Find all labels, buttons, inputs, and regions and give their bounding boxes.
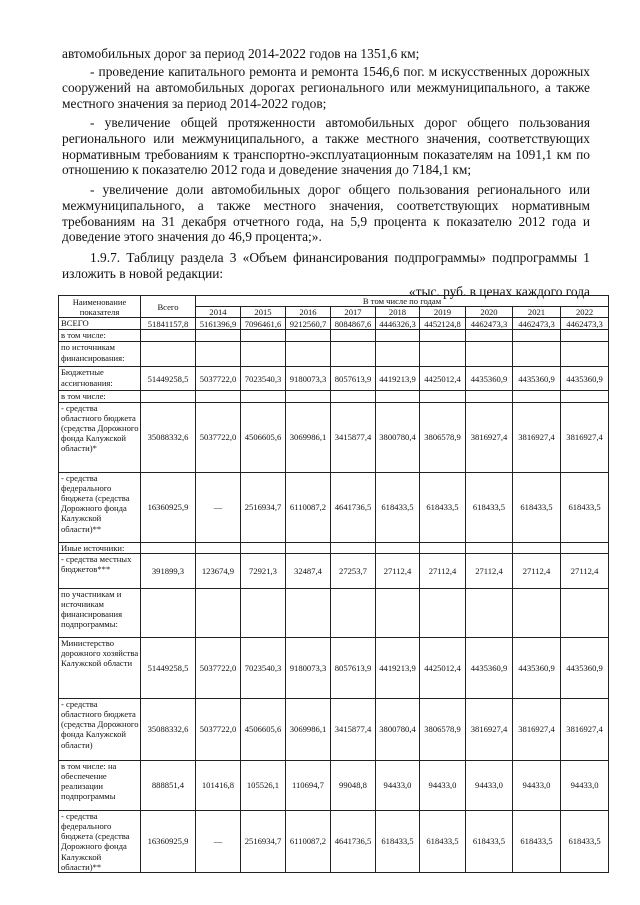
row-year-value: 9180073,3 xyxy=(286,637,331,698)
row-year-value xyxy=(286,391,331,402)
row-year-value: 27112,4 xyxy=(376,553,420,588)
row-year-value xyxy=(513,330,561,342)
row-year-value: 27112,4 xyxy=(513,553,561,588)
row-year-value: 618433,5 xyxy=(420,810,466,872)
row-year-value: — xyxy=(196,472,241,542)
row-year-value: 5037722,0 xyxy=(196,367,241,391)
table-row xyxy=(59,402,609,472)
row-year-value: 3415877,4 xyxy=(331,402,376,472)
table-row xyxy=(59,698,609,760)
paragraph-bridge-repair: - проведение капитального ремонта и ремонта 1546,6 пог. м искусственных дорожных сооружений на автомобильных дорогах регионального или межмуниципального, а также местного значения за период 2014-2022 годов; xyxy=(62,64,590,111)
row-year-value xyxy=(376,330,420,342)
header-year: 2020 xyxy=(466,307,513,318)
row-year-value: 618433,5 xyxy=(513,472,561,542)
row-year-value: 3069986,1 xyxy=(286,698,331,760)
row-year-value: 5037722,0 xyxy=(196,637,241,698)
row-year-value xyxy=(331,391,376,402)
row-year-value: 4419213,9 xyxy=(376,367,420,391)
row-year-value xyxy=(561,588,609,637)
row-year-value: 94433,0 xyxy=(420,760,466,810)
row-year-value: 6110087,2 xyxy=(286,810,331,872)
row-year-value xyxy=(286,542,331,553)
row-year-value: 3800780,4 xyxy=(376,402,420,472)
row-year-value: 27112,4 xyxy=(466,553,513,588)
row-year-value: 3415877,4 xyxy=(331,698,376,760)
row-year-value: 123674,9 xyxy=(196,553,241,588)
row-year-value xyxy=(286,588,331,637)
row-year-value: 618433,5 xyxy=(561,472,609,542)
row-year-value: 105526,1 xyxy=(241,760,286,810)
row-year-value: 27253,7 xyxy=(331,553,376,588)
row-year-value: 618433,5 xyxy=(376,810,420,872)
row-total: 888851,4 xyxy=(141,760,196,810)
row-year-value: 3069986,1 xyxy=(286,402,331,472)
paragraph-road-length: автомобильных дорог за период 2014-2022 годов на 1351,6 км; xyxy=(62,46,420,61)
row-year-value: 5037722,0 xyxy=(196,402,241,472)
header-year: 2018 xyxy=(376,307,420,318)
row-total: 51449258,5 xyxy=(141,637,196,698)
row-year-value: 2516934,7 xyxy=(241,472,286,542)
header-year: 2017 xyxy=(331,307,376,318)
row-year-value xyxy=(241,342,286,367)
row-year-value: 4506605,6 xyxy=(241,402,286,472)
row-year-value xyxy=(466,588,513,637)
row-year-value: 618433,5 xyxy=(420,472,466,542)
row-year-value xyxy=(331,588,376,637)
row-year-value xyxy=(561,391,609,402)
row-year-value: 618433,5 xyxy=(466,472,513,542)
row-label: Иные источники: xyxy=(59,542,141,553)
row-year-value: 618433,5 xyxy=(376,472,420,542)
row-total xyxy=(141,588,196,637)
row-year-value: 4462473,3 xyxy=(561,318,609,330)
row-label: - средства федерального бюджета (средства Дорожного фонда Калужской области)** xyxy=(59,810,141,872)
row-year-value: 7023540,3 xyxy=(241,637,286,698)
row-label: ВСЕГО xyxy=(59,318,141,330)
row-year-value: 7023540,3 xyxy=(241,367,286,391)
row-year-value xyxy=(331,330,376,342)
row-year-value: 4435360,9 xyxy=(466,637,513,698)
row-year-value: 8057613,9 xyxy=(331,367,376,391)
row-year-value: 4425012,4 xyxy=(420,367,466,391)
header-year: 2016 xyxy=(286,307,331,318)
row-year-value xyxy=(561,330,609,342)
row-total: 391899,3 xyxy=(141,553,196,588)
row-year-value: 7096461,6 xyxy=(241,318,286,330)
row-year-value xyxy=(241,391,286,402)
row-year-value xyxy=(513,391,561,402)
row-total: 35088332,6 xyxy=(141,402,196,472)
row-year-value xyxy=(196,342,241,367)
row-year-value xyxy=(420,391,466,402)
row-year-value: 94433,0 xyxy=(466,760,513,810)
header-year: 2022 xyxy=(561,307,609,318)
table-row xyxy=(59,542,609,553)
row-year-value xyxy=(420,588,466,637)
row-year-value: 618433,5 xyxy=(561,810,609,872)
row-year-value: 9212560,7 xyxy=(286,318,331,330)
row-year-value xyxy=(196,330,241,342)
table-row xyxy=(59,342,609,367)
row-year-value: 3800780,4 xyxy=(376,698,420,760)
row-year-value xyxy=(513,542,561,553)
row-year-value: 4452124,8 xyxy=(420,318,466,330)
row-total: 16360925,9 xyxy=(141,810,196,872)
row-year-value: 3816927,4 xyxy=(513,402,561,472)
paragraph-normative-roads-share: - увеличение доли автомобильных дорог общего пользования регионального или межмуниципального, а также местного значения, соответствующих нормативным требованиям на 31 декабря отчетного года, на 5,9 процента к показателю 2012 года и доведение этого значения до 46,9 процента;». xyxy=(62,182,590,245)
table-row xyxy=(59,391,609,402)
row-year-value xyxy=(420,542,466,553)
row-year-value: 99048,8 xyxy=(331,760,376,810)
row-year-value: 94433,0 xyxy=(513,760,561,810)
row-year-value: 5161396,9 xyxy=(196,318,241,330)
table-row xyxy=(59,330,609,342)
table-row xyxy=(59,810,609,872)
row-year-value: — xyxy=(196,810,241,872)
header-year: 2021 xyxy=(513,307,561,318)
table-row xyxy=(59,318,609,330)
row-year-value xyxy=(241,330,286,342)
paragraph-normative-roads-length: - увеличение общей протяженности автомобильных дорог общего пользования регионального или межмуниципального, а также местного значения, соответствующих нормативным требованиям к транспортно-эксплуатационным показателям на 1091,1 км по отношению к показателю 2012 года и доведение значения до 7184,1 км; xyxy=(62,115,590,178)
row-year-value: 4425012,4 xyxy=(420,637,466,698)
row-year-value xyxy=(420,330,466,342)
header-year: 2019 xyxy=(420,307,466,318)
row-year-value: 5037722,0 xyxy=(196,698,241,760)
table-row xyxy=(59,588,609,637)
row-year-value: 4641736,5 xyxy=(331,472,376,542)
row-year-value: 27112,4 xyxy=(561,553,609,588)
row-year-value: 618433,5 xyxy=(466,810,513,872)
row-year-value: 4462473,3 xyxy=(513,318,561,330)
row-year-value xyxy=(376,542,420,553)
row-total xyxy=(141,542,196,553)
row-year-value: 4435360,9 xyxy=(466,367,513,391)
row-year-value xyxy=(466,330,513,342)
row-total xyxy=(141,330,196,342)
row-year-value: 4446326,3 xyxy=(376,318,420,330)
row-year-value: 2516934,7 xyxy=(241,810,286,872)
row-year-value xyxy=(286,330,331,342)
row-year-value xyxy=(286,342,331,367)
table-row xyxy=(59,367,609,391)
row-year-value xyxy=(561,342,609,367)
row-label: Бюджетные ассигнования: xyxy=(59,367,141,391)
row-year-value xyxy=(241,588,286,637)
row-year-value: 4641736,5 xyxy=(331,810,376,872)
row-year-value: 3816927,4 xyxy=(513,698,561,760)
row-year-value: 3816927,4 xyxy=(561,402,609,472)
header-year: 2014 xyxy=(196,307,241,318)
row-year-value: 4435360,9 xyxy=(513,367,561,391)
row-year-value xyxy=(420,342,466,367)
row-year-value: 3806578,9 xyxy=(420,698,466,760)
row-year-value xyxy=(241,542,286,553)
row-year-value xyxy=(513,342,561,367)
row-year-value xyxy=(561,542,609,553)
row-year-value xyxy=(196,588,241,637)
paragraph-table-intro: 1.9.7. Таблицу раздела 3 «Объем финансирования подпрограммы» подпрограммы 1 изложить в новой редакции: xyxy=(62,250,590,281)
table-header-row xyxy=(59,296,609,307)
row-year-value: 3816927,4 xyxy=(466,698,513,760)
row-year-value xyxy=(466,391,513,402)
row-label: - средства областного бюджета (средства Дорожного фонда Калужской области)* xyxy=(59,402,141,472)
row-year-value xyxy=(196,542,241,553)
row-label: - средства федерального бюджета (средства Дорожного фонда Калужской области)** xyxy=(59,472,141,542)
row-total xyxy=(141,391,196,402)
row-year-value xyxy=(376,342,420,367)
row-year-value xyxy=(513,588,561,637)
row-year-value: 110694,7 xyxy=(286,760,331,810)
row-total: 51841157,8 xyxy=(141,318,196,330)
row-year-value: 9180073,3 xyxy=(286,367,331,391)
row-year-value: 3816927,4 xyxy=(561,698,609,760)
row-label: по участникам и источникам финансирования подпрограммы: xyxy=(59,588,141,637)
row-year-value: 32487,4 xyxy=(286,553,331,588)
row-year-value: 4435360,9 xyxy=(561,637,609,698)
row-year-value: 72921,3 xyxy=(241,553,286,588)
row-year-value: 4435360,9 xyxy=(561,367,609,391)
row-year-value xyxy=(466,342,513,367)
row-year-value xyxy=(196,391,241,402)
row-year-value: 101416,8 xyxy=(196,760,241,810)
row-year-value: 4462473,3 xyxy=(466,318,513,330)
header-name: Наименование показателя xyxy=(59,296,141,318)
row-year-value xyxy=(376,588,420,637)
row-total: 35088332,6 xyxy=(141,698,196,760)
table-row xyxy=(59,553,609,588)
financing-table xyxy=(58,295,609,873)
row-year-value: 4506605,6 xyxy=(241,698,286,760)
row-year-value: 4419213,9 xyxy=(376,637,420,698)
row-year-value: 6110087,2 xyxy=(286,472,331,542)
table-row xyxy=(59,472,609,542)
unit-note: «тыс. руб. в ценах каждого года xyxy=(408,284,590,299)
row-total: 51449258,5 xyxy=(141,367,196,391)
table-row xyxy=(59,637,609,698)
row-year-value: 618433,5 xyxy=(513,810,561,872)
row-year-value xyxy=(331,342,376,367)
row-label: Министерство дорожного хозяйства Калужской области xyxy=(59,637,141,698)
row-year-value xyxy=(376,391,420,402)
row-year-value: 8057613,9 xyxy=(331,637,376,698)
header-year: 2015 xyxy=(241,307,286,318)
row-year-value: 3816927,4 xyxy=(466,402,513,472)
header-years-group: В том числе по годам xyxy=(196,296,609,307)
row-label: в том числе: xyxy=(59,391,141,402)
row-year-value: 94433,0 xyxy=(376,760,420,810)
row-total xyxy=(141,342,196,367)
row-year-value: 3806578,9 xyxy=(420,402,466,472)
header-total: Всего xyxy=(141,296,196,318)
row-year-value xyxy=(466,542,513,553)
row-label: - средства местных бюджетов*** xyxy=(59,553,141,588)
row-label: в том числе: xyxy=(59,330,141,342)
table-row xyxy=(59,760,609,810)
row-year-value: 94433,0 xyxy=(561,760,609,810)
row-total: 16360925,9 xyxy=(141,472,196,542)
row-label: по источникам финансирования: xyxy=(59,342,141,367)
row-year-value xyxy=(331,542,376,553)
row-year-value: 8084867,6 xyxy=(331,318,376,330)
row-year-value: 4435360,9 xyxy=(513,637,561,698)
row-label: - средства областного бюджета (средства Дорожного фонда Калужской области) xyxy=(59,698,141,760)
row-year-value: 27112,4 xyxy=(420,553,466,588)
row-label: в том числе: на обеспечение реализации подпрограммы xyxy=(59,760,141,810)
